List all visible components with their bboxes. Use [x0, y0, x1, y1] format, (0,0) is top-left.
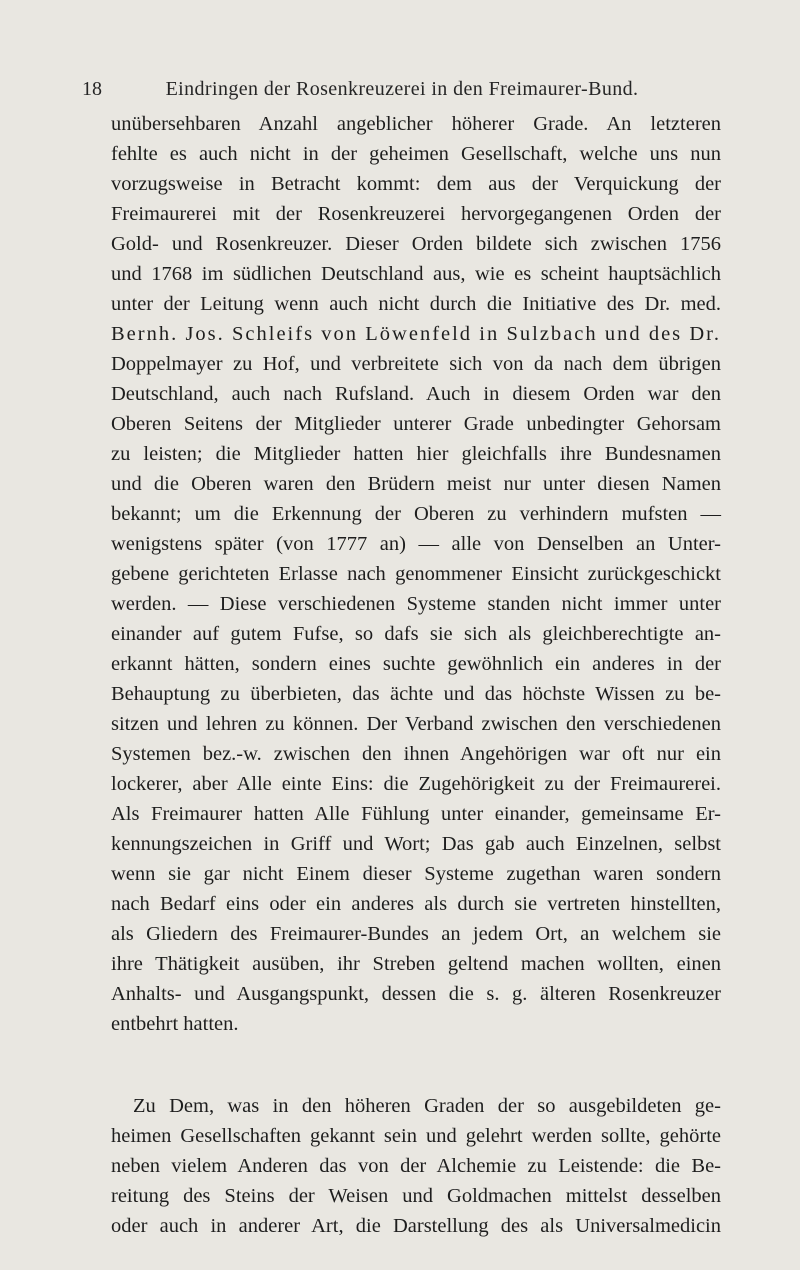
text-line: zu leisten; die Mitglieder hatten hier gleichfalls ihre Bundesnamen	[111, 443, 721, 465]
paragraph-2	[111, 1091, 721, 1241]
text-line: nach Bedarf eins oder ein anderes als durch sie vertreten hinstellten,	[111, 893, 721, 915]
text-line: Deutschland, auch nach Rufsland. Auch in diesem Orden war den	[111, 383, 721, 405]
text-line: kennungszeichen in Griff und Wort; Das gab auch Einzelnen, selbst	[111, 833, 721, 855]
text-line: als Gliedern des Freimaurer-Bundes an jedem Ort, an welchem sie	[111, 923, 721, 945]
text-line: unübersehbaren Anzahl angeblicher höherer Grade. An letzteren	[111, 113, 721, 135]
text-line: wenigstens später (von 1777 an) — alle von Denselben an Unter-	[111, 533, 721, 555]
page-number: 18	[82, 78, 102, 100]
text-line: einander auf gutem Fufse, so dafs sie sich als gleichberechtigte an-	[111, 623, 721, 645]
running-head	[82, 74, 722, 104]
text-line: fehlte es auch nicht in der geheimen Gesellschaft, welche uns nun	[111, 143, 721, 165]
text-line: Behauptung zu überbieten, das ächte und das höchste Wissen zu be-	[111, 683, 721, 705]
text-line: lockerer, aber Alle einte Eins: die Zugehörigkeit zu der Freimaurerei.	[111, 773, 721, 795]
text-line: oder auch in anderer Art, die Darstellung des als Universalmedicin	[111, 1215, 721, 1237]
text-line: Freimaurerei mit der Rosenkreuzerei hervorgegangenen Orden der	[111, 203, 721, 225]
text-line: wenn sie gar nicht Einem dieser Systeme zugethan waren sondern	[111, 863, 721, 885]
text-line: gebene gerichteten Erlasse nach genommener Einsicht zurückgeschickt	[111, 563, 721, 585]
text-line: Doppelmayer zu Hof, und verbreitete sich von da nach dem übrigen	[111, 353, 721, 375]
text-line: erkannt hätten, sondern eines suchte gewöhnlich ein anderes in der	[111, 653, 721, 675]
text-line: Oberen Seitens der Mitglieder unterer Grade unbedingter Gehorsam	[111, 413, 721, 435]
text-line: Systemen bez.-w. zwischen den ihnen Angehörigen war oft nur ein	[111, 743, 721, 765]
running-title: Eindringen der Rosenkreuzerei in den Freimaurer-Bund.	[165, 78, 639, 100]
text-line: ihre Thätigkeit ausüben, ihr Streben geltend machen wollten, einen	[111, 953, 721, 975]
paragraph-spacing	[111, 1039, 721, 1091]
text-line: und 1768 im südlichen Deutschland aus, wie es scheint hauptsächlich	[111, 263, 721, 285]
text-line: werden. — Diese verschiedenen Systeme standen nicht immer unter	[111, 593, 721, 615]
text-line: Bernh. Jos. Schleifs von Löwenfeld in Sulzbach und des Dr.	[111, 323, 721, 345]
text-line: Zu Dem, was in den höheren Graden der so ausgebildeten ge-	[133, 1095, 721, 1117]
text-line: sitzen und lehren zu können. Der Verband zwischen den verschiedenen	[111, 713, 721, 735]
text-line: heimen Gesellschaften gekannt sein und gelehrt werden sollte, gehörte	[111, 1125, 721, 1147]
text-line: Als Freimaurer hatten Alle Fühlung unter einander, gemeinsame Er-	[111, 803, 721, 825]
body-text	[111, 109, 721, 1241]
text-line: unter der Leitung wenn auch nicht durch die Initiative des Dr. med.	[111, 293, 721, 315]
text-line: bekannt; um die Erkennung der Oberen zu verhindern mufsten —	[111, 503, 721, 525]
text-line: Gold- und Rosenkreuzer. Dieser Orden bildete sich zwischen 1756	[111, 233, 721, 255]
paragraph-1	[111, 109, 721, 1039]
text-line: vorzugsweise in Betracht kommt: dem aus der Verquickung der	[111, 173, 721, 195]
text-line: und die Oberen waren den Brüdern meist nur unter diesen Namen	[111, 473, 721, 495]
text-line: reitung des Steins der Weisen und Goldmachen mittelst desselben	[111, 1185, 721, 1207]
text-line: neben vielem Anderen das von der Alchemie zu Leistende: die Be-	[111, 1155, 721, 1177]
text-line: entbehrt hatten.	[111, 1013, 239, 1035]
text-line: Anhalts- und Ausgangspunkt, dessen die s. g. älteren Rosenkreuzer	[111, 983, 721, 1005]
